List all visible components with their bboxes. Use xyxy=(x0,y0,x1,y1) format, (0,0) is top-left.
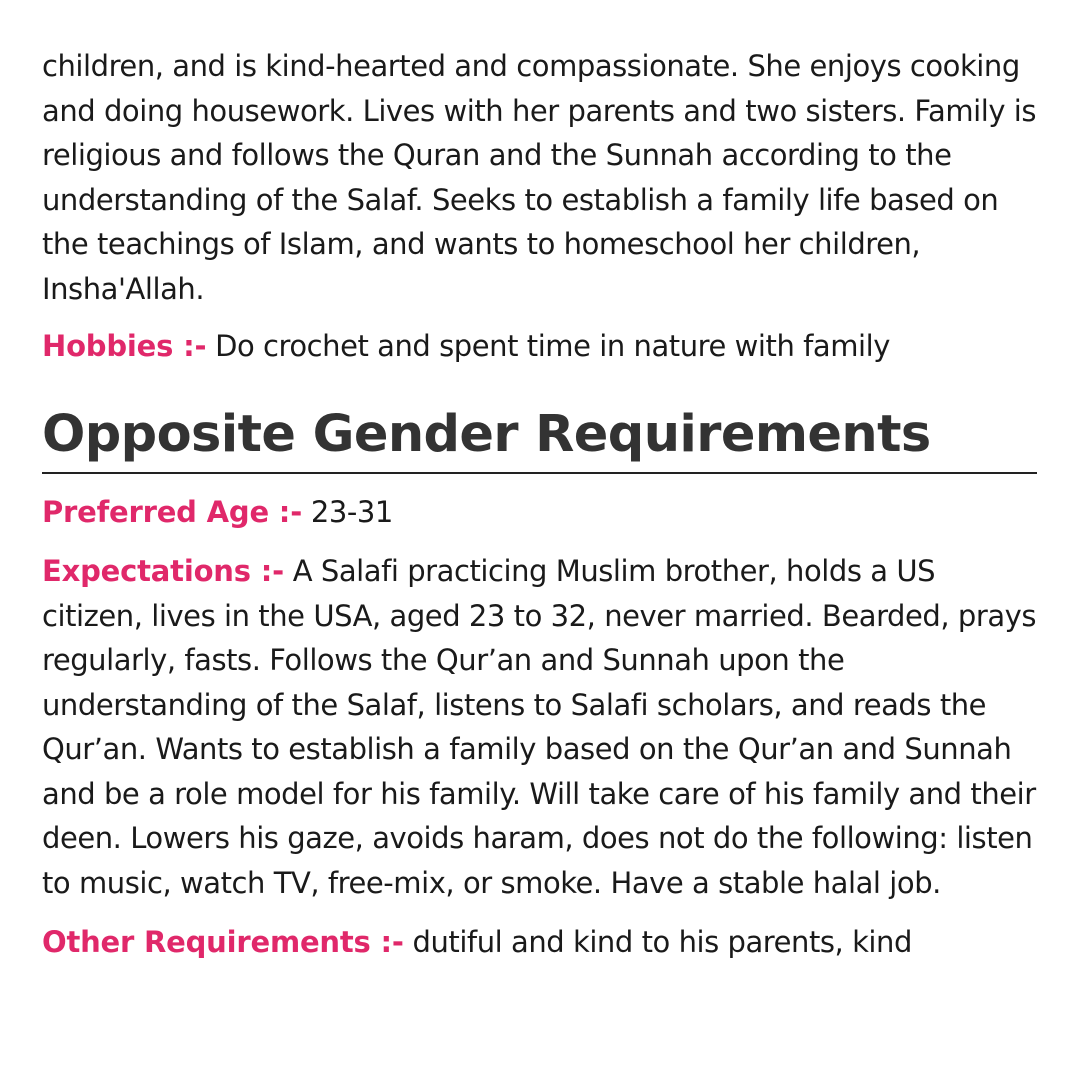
requirements-heading: Opposite Gender Requirements xyxy=(42,405,1037,474)
expectations-row xyxy=(42,549,1038,905)
intro-paragraph: children, and is kind-hearted and compassionate. She enjoys cooking and doing housework. Lives with her parents and two sisters. Family is religious and follows the Quran and the Sunnah according to the understanding of the Salaf. Seeks to establish a family life based on the teachings of Islam, and wants to homeschool her children, Insha'Allah. xyxy=(42,49,1037,306)
preferred-age-label: Preferred Age :- xyxy=(42,494,303,529)
hobbies-label: Hobbies :- xyxy=(42,329,207,363)
preferred-age-row xyxy=(42,490,1038,535)
other-requirements-label: Other Requirements :- xyxy=(42,925,404,959)
expectations-value: A Salafi practicing Muslim brother, holds a US citizen, lives in the USA, aged 23 to 32, never married. Bearded, prays regularly, fasts. Follows the Qur’an and Sunnah upon the understanding of the Salaf, listens to Salafi scholars, and reads the Qur’an. Wants to establish a family based on the Qur’an and Sunnah and be a role model for his family. Will take care of his family and their deen. Lowers his gaze, avoids haram, does not do the following: listen to music, watch TV, free-mix, or smoke. Have a stable halal job. xyxy=(42,554,1037,900)
other-requirements-value: dutiful and kind to his parents, kind xyxy=(412,925,912,959)
hobbies-value: Do crochet and spent time in nature with family xyxy=(215,329,890,363)
preferred-age-value: 23-31 xyxy=(310,494,393,529)
other-requirements-row xyxy=(42,920,1038,965)
hobbies-row xyxy=(42,324,1038,369)
expectations-label: Expectations :- xyxy=(42,554,284,588)
